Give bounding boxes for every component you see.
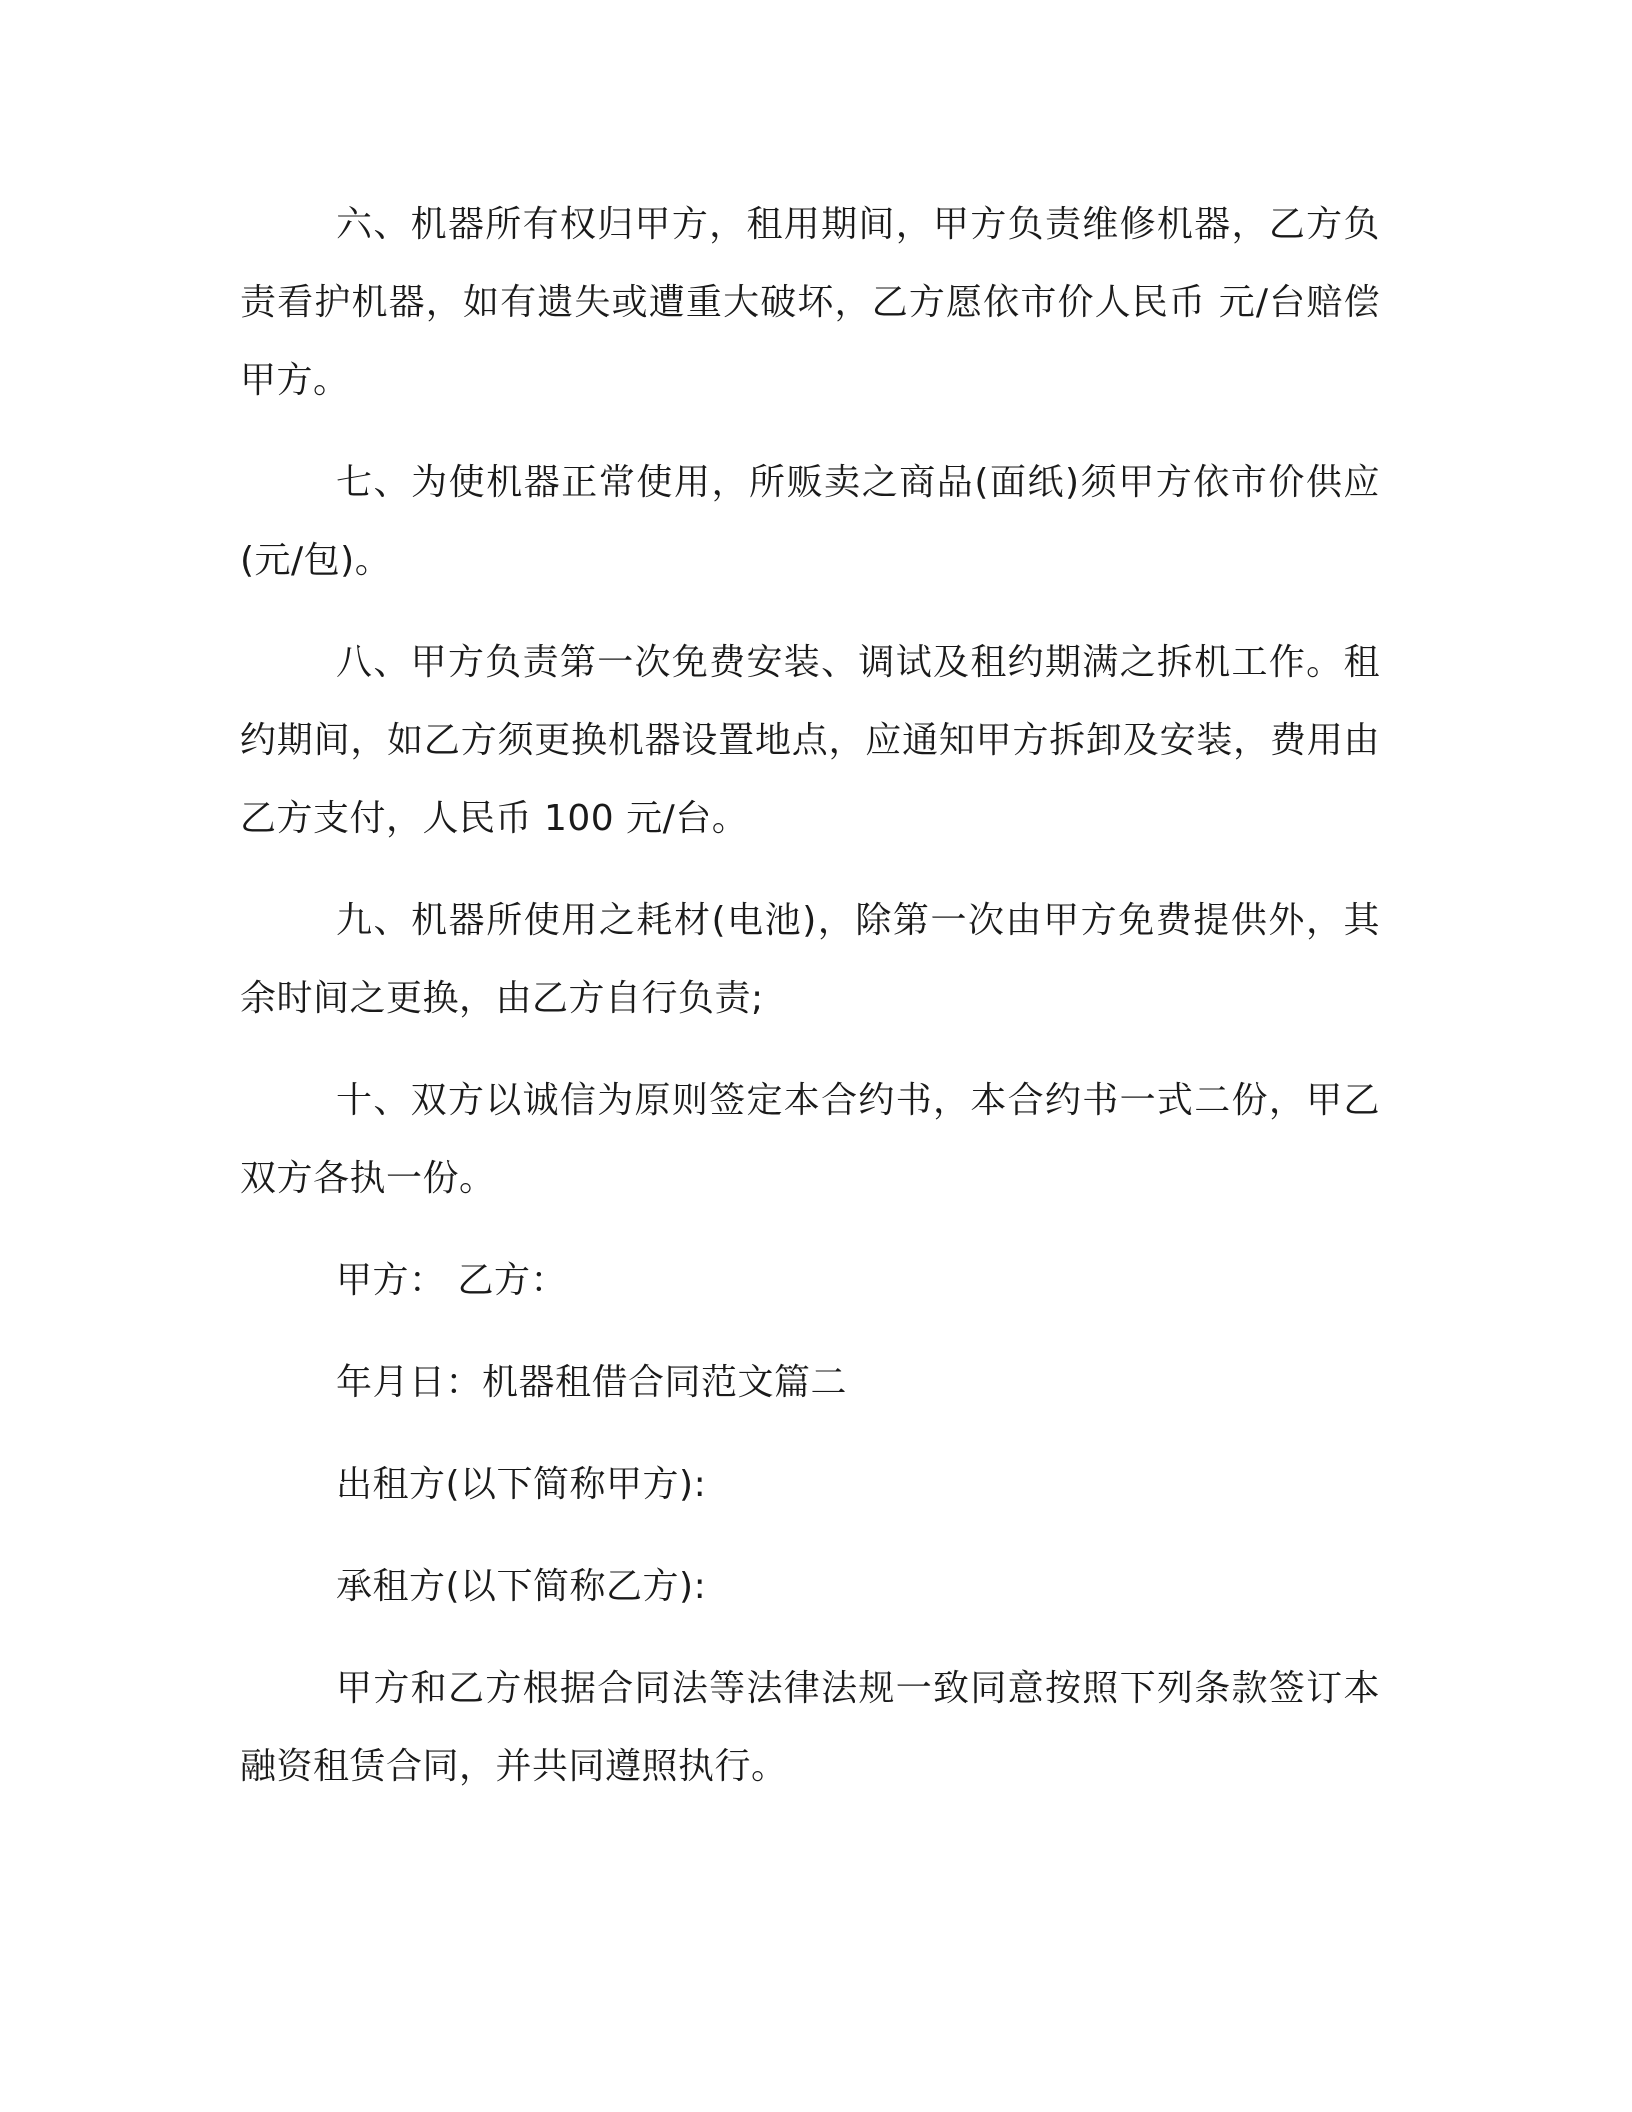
clause-6: 六、机器所有权归甲方，租用期间，甲方负责维修机器，乙方负责看护机器，如有遗失或遭重大破坏，乙方愿依市价人民币 元/台赔偿甲方。 — [240, 204, 1380, 401]
document-body — [240, 186, 1380, 1806]
contract-preamble: 甲方和乙方根据合同法等法律法规一致同意按照下列条款签订本融资租赁合同，并共同遵照执行。 — [240, 1668, 1380, 1787]
lessor-line: 出租方(以下简称甲方): — [336, 1464, 707, 1505]
clause-10: 十、双方以诚信为原则签定本合约书，本合约书一式二份，甲乙双方各执一份。 — [240, 1080, 1380, 1199]
clause-8: 八、甲方负责第一次免费安装、调试及租约期满之拆机工作。租约期间，如乙方须更换机器设置地点，应通知甲方拆卸及安装，费用由乙方支付，人民币 100 元/台。 — [240, 642, 1380, 839]
date-and-title-line: 年月日：机器租借合同范文篇二 — [336, 1362, 848, 1403]
clause-7: 七、为使机器正常使用，所贩卖之商品(面纸)须甲方依市价供应(元/包)。 — [240, 462, 1380, 581]
clause-9: 九、机器所使用之耗材(电池)，除第一次由甲方免费提供外，其余时间之更换，由乙方自行负责; — [240, 900, 1380, 1019]
lessee-line: 承租方(以下简称乙方): — [336, 1566, 707, 1607]
signature-line: 甲方： 乙方： — [336, 1260, 567, 1301]
